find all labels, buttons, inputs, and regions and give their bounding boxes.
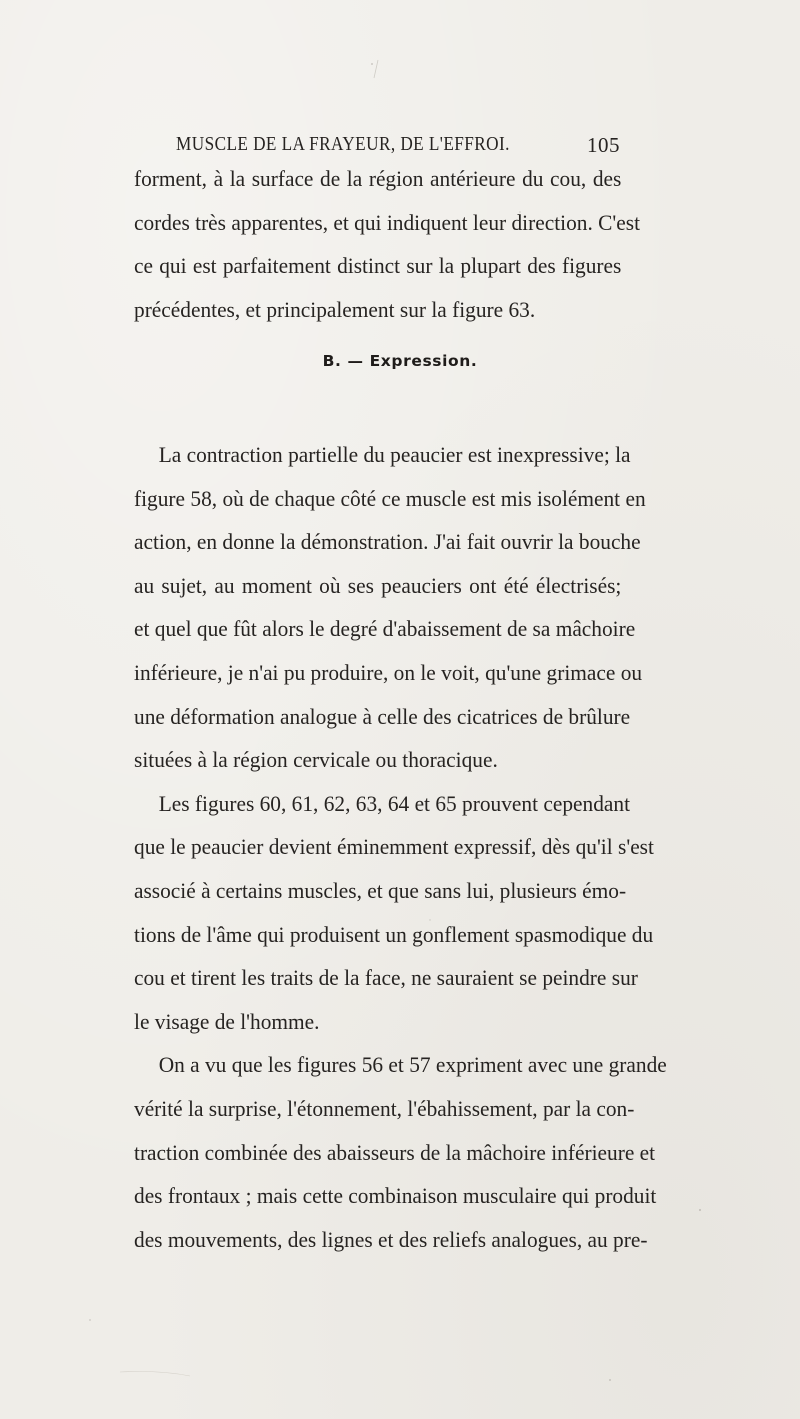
text-line: cou et tirent les traits de la face, ne sauraient se peindre sur: [134, 965, 638, 991]
text-line: vérité la surprise, l'étonnement, l'ébahissement, par la con-: [134, 1095, 635, 1121]
running-title: MUSCLE DE LA FRAYEUR, DE L'EFFROI.: [176, 133, 510, 155]
paragraph-continuation: [134, 157, 641, 331]
text-line: Les figures 60, 61, 62, 63, 64 et 65 prouvent cependant: [158, 790, 631, 816]
text-line: cordes très apparentes, et qui indiquent leur direction. C'est: [134, 209, 641, 235]
text-line: On a vu que les figures 56 et 57 expriment avec une grande: [158, 1052, 667, 1078]
body-text: [134, 433, 667, 1261]
text-line: le visage de l'homme.: [134, 1008, 320, 1034]
text-line: traction combinée des abaisseurs de la mâchoire inférieure et: [134, 1139, 656, 1165]
text-line: des mouvements, des lignes et des reliefs analogues, au pre-: [134, 1226, 648, 1252]
text-line: La contraction partielle du peaucier est inexpressive; la: [158, 442, 631, 467]
section-heading: B. — Expression.: [322, 352, 478, 370]
text-line: situées à la région cervicale ou thoracique.: [134, 747, 498, 773]
text-line: ce qui est parfaitement distinct sur la plupart des figures: [134, 253, 622, 279]
text-line: une déformation analogue à celle des cicatrices de brûlure: [134, 703, 631, 729]
page-number: 105: [587, 133, 620, 157]
text-line: figure 58, où de chaque côté ce muscle est mis isolément en: [134, 485, 646, 511]
text-line: forment, à la surface de la région antérieure du cou, des: [134, 166, 622, 191]
text-line: inférieure, je n'ai pu produire, on le voit, qu'une grimace ou: [134, 659, 643, 685]
text-line: que le peaucier devient éminemment expressif, dès qu'il s'est: [134, 834, 654, 860]
text-line: des frontaux ; mais cette combinaison musculaire qui produit: [134, 1183, 657, 1209]
text-line: tions de l'âme qui produisent un gonflement spasmodique du: [134, 921, 654, 947]
text-line: précédentes, et principalement sur la figure 63.: [134, 296, 536, 322]
text-line: et quel que fût alors le degré d'abaissement de sa mâchoire: [134, 616, 636, 642]
text-line: au sujet, au moment où ses peauciers ont été électrisés;: [134, 572, 622, 598]
text-line: action, en donne la démonstration. J'ai fait ouvrir la bouche: [134, 529, 641, 555]
text-line: associé à certains muscles, et que sans lui, plusieurs émo-: [134, 877, 627, 903]
